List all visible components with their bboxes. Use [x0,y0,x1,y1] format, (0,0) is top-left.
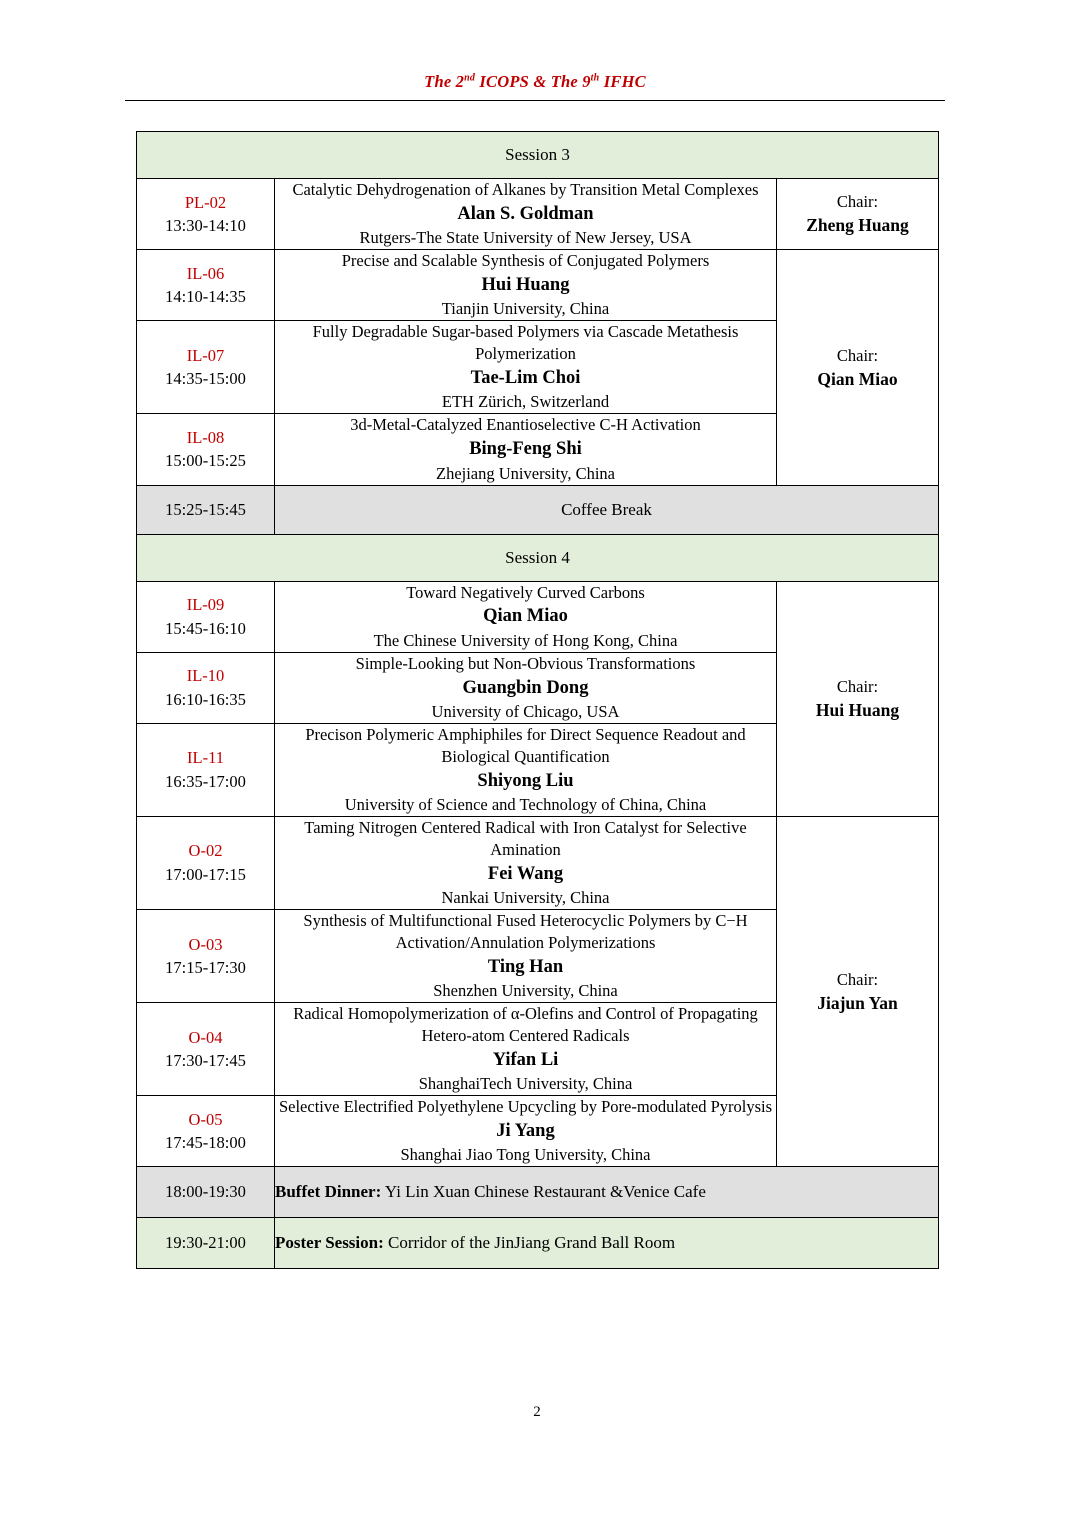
poster-session-row [137,1218,939,1269]
chair-name: Jiajun Yan [817,992,898,1013]
talk-affiliation: University of Science and Technology of China, China [344,794,707,814]
poster-session-time: 19:30-21:00 [137,1218,275,1269]
talk-speaker: Fei Wang [487,863,564,884]
chair-cell [777,581,939,816]
poster-session-label [275,1218,939,1269]
table-row [137,250,939,321]
agenda-table [136,131,939,1269]
talk-info-cell [275,909,777,1002]
talk-id: PL-02 [184,192,227,212]
talk-time: 14:35-15:00 [165,369,246,389]
table-row [137,179,939,250]
talk-affiliation: University of Chicago, USA [431,701,620,721]
talk-info-cell [275,1003,777,1096]
talk-code-cell [137,652,275,723]
talk-id: O-02 [188,841,223,861]
talk-title: Taming Nitrogen Centered Radical with Iron Catalyst for Selective Amination [304,817,747,859]
talk-time: 15:00-15:25 [165,451,246,471]
chair-cell [777,816,939,1166]
talk-title: Precison Polymeric Amphiphiles for Direct Sequence Readout and Biological Quantification [305,724,746,766]
chair-label: Chair: [836,345,879,365]
talk-id: IL-11 [187,748,224,768]
talk-code-cell [137,909,275,1002]
buffet-dinner-label-bold: Buffet Dinner: [275,1182,382,1202]
talk-info-cell [275,179,777,250]
talk-speaker: Bing-Feng Shi [469,439,582,460]
talk-id: IL-07 [186,345,225,365]
coffee-break-label: Coffee Break [275,485,939,534]
session-4-header-row [137,534,939,581]
talk-id: O-04 [188,1027,223,1047]
talk-time: 16:35-17:00 [165,771,246,791]
talk-speaker: Shiyong Liu [477,770,574,791]
talk-info-cell [275,414,777,485]
chair-label: Chair: [836,676,879,696]
talk-speaker: Ji Yang [496,1121,555,1142]
talk-title: Precise and Scalable Synthesis of Conjugated Polymers [341,251,710,271]
talk-code-cell [137,250,275,321]
poster-session-label-rest: Corridor of the JinJiang Grand Ball Room [383,1233,676,1253]
talk-affiliation: Zhejiang University, China [435,463,616,483]
talk-time: 14:10-14:35 [165,287,246,307]
talk-speaker: Qian Miao [483,606,568,627]
talk-title: Selective Electrified Polyethylene Upcycling by Pore-modulated Pyrolysis [278,1097,773,1117]
talk-speaker: Tae-Lim Choi [470,368,581,389]
talk-speaker: Alan S. Goldman [457,203,594,224]
talk-id: IL-06 [186,263,225,283]
coffee-break-row [137,485,939,534]
buffet-dinner-label-rest: Yi Lin Xuan Chinese Restaurant &Venice Cafe [381,1182,706,1202]
talk-title: Synthesis of Multifunctional Fused Heterocyclic Polymers by C−H Activation/Annulation Polymerizations [303,910,748,952]
talk-title: Toward Negatively Curved Carbons [406,582,645,602]
talk-title: Fully Degradable Sugar-based Polymers via Cascade Metathesis Polymerization [312,322,739,364]
talk-title: Radical Homopolymerization of α-Olefins and Control of Propagating Hetero-atom Centered Radicals [293,1004,758,1045]
talk-id: O-03 [188,934,223,954]
talk-speaker: Ting Han [487,956,564,977]
talk-time: 16:10-16:35 [165,689,246,709]
talk-affiliation: Tianjin University, China [441,299,610,319]
talk-code-cell [137,723,275,816]
chair-label: Chair: [836,969,879,989]
talk-affiliation: Nankai University, China [441,888,610,907]
chair-name: Zheng Huang [806,215,909,236]
coffee-break-time: 15:25-15:45 [137,485,275,534]
talk-time: 17:30-17:45 [165,1051,246,1071]
chair-name: Qian Miao [817,368,898,389]
buffet-dinner-time: 18:00-19:30 [137,1167,275,1218]
table-row [137,581,939,652]
talk-code-cell [137,1096,275,1167]
chair-cell [777,250,939,485]
talk-code-cell [137,321,275,414]
talk-title: 3d-Metal-Catalyzed Enantioselective C-H Activation [350,415,701,435]
talk-time: 17:45-18:00 [165,1133,246,1153]
talk-id: O-05 [188,1109,223,1129]
talk-affiliation: Shanghai Jiao Tong University, China [400,1145,651,1165]
talk-affiliation: Rutgers-The State University of New Jersey, USA [359,228,692,248]
talk-info-cell [275,816,777,909]
talk-title: Simple-Looking but Non-Obvious Transformations [355,653,696,673]
talk-info-cell [275,581,777,652]
talk-code-cell [137,414,275,485]
talk-time: 15:45-16:10 [165,618,246,638]
talk-code-cell [137,816,275,909]
talk-id: IL-10 [186,666,225,686]
page-number: 2 [533,1404,541,1420]
session-3-header-row [137,132,939,179]
talk-info-cell [275,1096,777,1167]
buffet-dinner-row [137,1167,939,1218]
talk-info-cell [275,321,777,414]
session-4-title: Session 4 [137,534,939,581]
header-divider [125,100,945,101]
talk-info-cell [275,723,777,816]
table-row [137,816,939,909]
chair-cell [777,179,939,250]
chair-label: Chair: [836,192,879,212]
talk-affiliation: The Chinese University of Hong Kong, China [373,630,678,650]
buffet-dinner-label [275,1167,939,1218]
talk-info-cell [275,652,777,723]
talk-time: 17:15-17:30 [165,957,246,977]
talk-id: IL-09 [186,595,225,615]
talk-speaker: Yifan Li [492,1049,559,1070]
talk-code-cell [137,581,275,652]
talk-affiliation: ETH Zürich, Switzerland [441,392,610,412]
talk-title: Catalytic Dehydrogenation of Alkanes by Transition Metal Complexes [292,180,759,199]
talk-code-cell [137,179,275,250]
header-sup-nd: nd [464,72,476,84]
talk-info-cell [275,250,777,321]
talk-id: IL-08 [186,428,225,447]
talk-affiliation: ShanghaiTech University, China [418,1074,633,1094]
talk-code-cell [137,1003,275,1096]
header-title: The 2nd ICOPS & The 9th IFHC [424,72,646,91]
page-header [125,72,945,92]
session-3-title: Session 3 [137,132,939,179]
talk-speaker: Guangbin Dong [462,677,589,698]
chair-name: Hui Huang [815,699,900,720]
talk-speaker: Hui Huang [481,275,570,296]
header-sup-th: th [590,72,600,84]
talk-affiliation: Shenzhen University, China [433,981,618,1001]
poster-session-label-bold: Poster Session: [275,1233,384,1253]
talk-time: 13:30-14:10 [165,216,246,236]
talk-time: 17:00-17:15 [165,864,246,884]
